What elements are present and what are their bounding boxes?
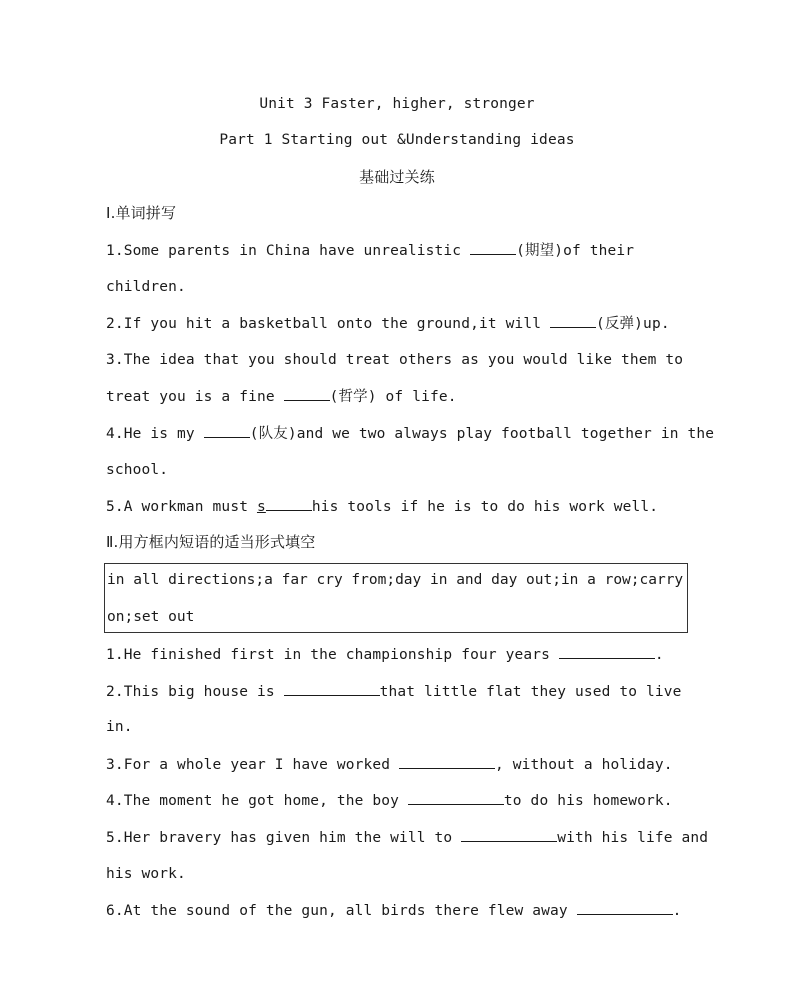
section-title: 基础过关练 (359, 168, 435, 186)
question-2-2-cont: in. (106, 719, 133, 735)
question-2-5: 5.Her bravery has given him the will to with his life and (106, 827, 696, 848)
question-2-4: 4.The moment he got home, the boy to do his homework. (106, 790, 696, 811)
phrase-box-line-2: on;set out (107, 609, 195, 625)
section-2-title: Ⅱ.用方框内短语的适当形式填空 (106, 533, 316, 551)
question-1-1-cont: children. (106, 279, 186, 295)
answer-blank[interactable] (284, 681, 380, 696)
answer-blank[interactable] (470, 240, 516, 255)
answer-blank[interactable] (408, 790, 504, 805)
first-letter-hint: s (256, 499, 266, 515)
question-1-2: 2.If you hit a basketball onto the ground,it will (反弹)up. (106, 313, 696, 334)
question-1-3-cont: treat you is a fine (哲学) of life. (106, 386, 696, 407)
phrase-box-line-1: in all directions;a far cry from;day in and day out;in a row;carry (107, 572, 684, 588)
answer-blank[interactable] (204, 423, 250, 438)
question-2-5-cont: his work. (106, 866, 186, 882)
question-1-1: 1.Some parents in China have unrealistic (期望)of their (106, 240, 696, 261)
question-2-1: 1.He finished first in the championship four years . (106, 644, 696, 665)
answer-blank[interactable] (284, 386, 330, 401)
question-1-5: 5.A workman must s his tools if he is to do his work well. (106, 496, 696, 517)
answer-blank[interactable] (559, 644, 655, 659)
question-1-3: 3.The idea that you should treat others as you would like them to (106, 352, 684, 368)
answer-blank[interactable] (399, 754, 495, 769)
answer-blank[interactable] (577, 900, 673, 915)
unit-title: Unit 3 Faster, higher, stronger (259, 96, 535, 112)
question-1-4-cont: school. (106, 462, 169, 478)
question-1-4: 4.He is my (队友)and we two always play football together in the (106, 423, 696, 444)
phrase-box (104, 563, 688, 633)
question-2-2: 2.This big house is that little flat they used to live (106, 681, 696, 702)
answer-blank[interactable] (550, 313, 596, 328)
section-1-title: Ⅰ.单词拼写 (106, 204, 177, 222)
question-2-3: 3.For a whole year I have worked , without a holiday. (106, 754, 696, 775)
answer-blank[interactable] (266, 496, 312, 511)
answer-blank[interactable] (461, 827, 557, 842)
part-title: Part 1 Starting out &Understanding ideas (219, 132, 575, 148)
question-2-6: 6.At the sound of the gun, all birds there flew away . (106, 900, 696, 921)
